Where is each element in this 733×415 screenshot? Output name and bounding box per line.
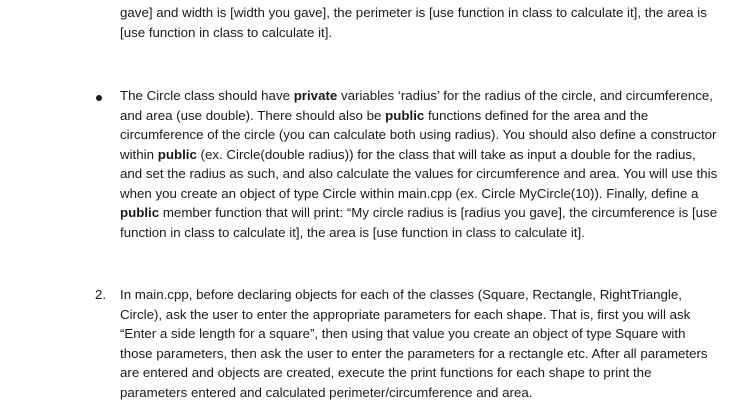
circle-bullet-paragraph — [120, 86, 720, 242]
keyword-private: private — [293, 88, 338, 103]
item-2-text: In main.cpp, before declaring objects for each of the classes (Square, Rectangle, RightTriangle, Circle), ask the user to enter the appropriate parameters for each shape. That is, first you will ask “Enter a side length for a square”, then using that value you create an object of type Square with those parameters, then ask the user to enter the parameters for a rectangle etc. After all parameters are entered and objects are created, execute the print functions for each shape to print the parameters entered and calculated perimeter/circumference and area. — [120, 287, 708, 400]
keyword-public: public — [157, 146, 197, 162]
continuation-text: gave] and width is [width you gave], the perimeter is [use function in class to calculate it], the area is [use function in class to calculate it]. — [120, 5, 707, 40]
bullet-icon — [96, 95, 102, 101]
item-number: 2. — [95, 287, 107, 302]
numbered-item-2 — [95, 285, 720, 402]
circle-bullet-text: The Circle class should have private variables ‘radius’ for the radius of the circle, and circumference, and area (use double). There should also be public functions defined for the area and the circumference of the circle (you can calculate both using radius). You should also define a constructor within public (ex. Circle(double radius)) for the class that will take as input a double for the radius, and set the radius as such, and also calculate the values for circumference and area. You will use this when you create an object of type Circle within main.cpp (ex. Circle MyCircle(10)). Finally, define a public member function that will print: “My circle radius is [radius you gave], the circumference is [use function in class to calculate it], the area is [use function in class to calculate it]. — [120, 88, 718, 240]
continuation-paragraph — [120, 3, 720, 42]
keyword-public: public — [120, 205, 160, 220]
keyword-public: public — [385, 107, 425, 123]
